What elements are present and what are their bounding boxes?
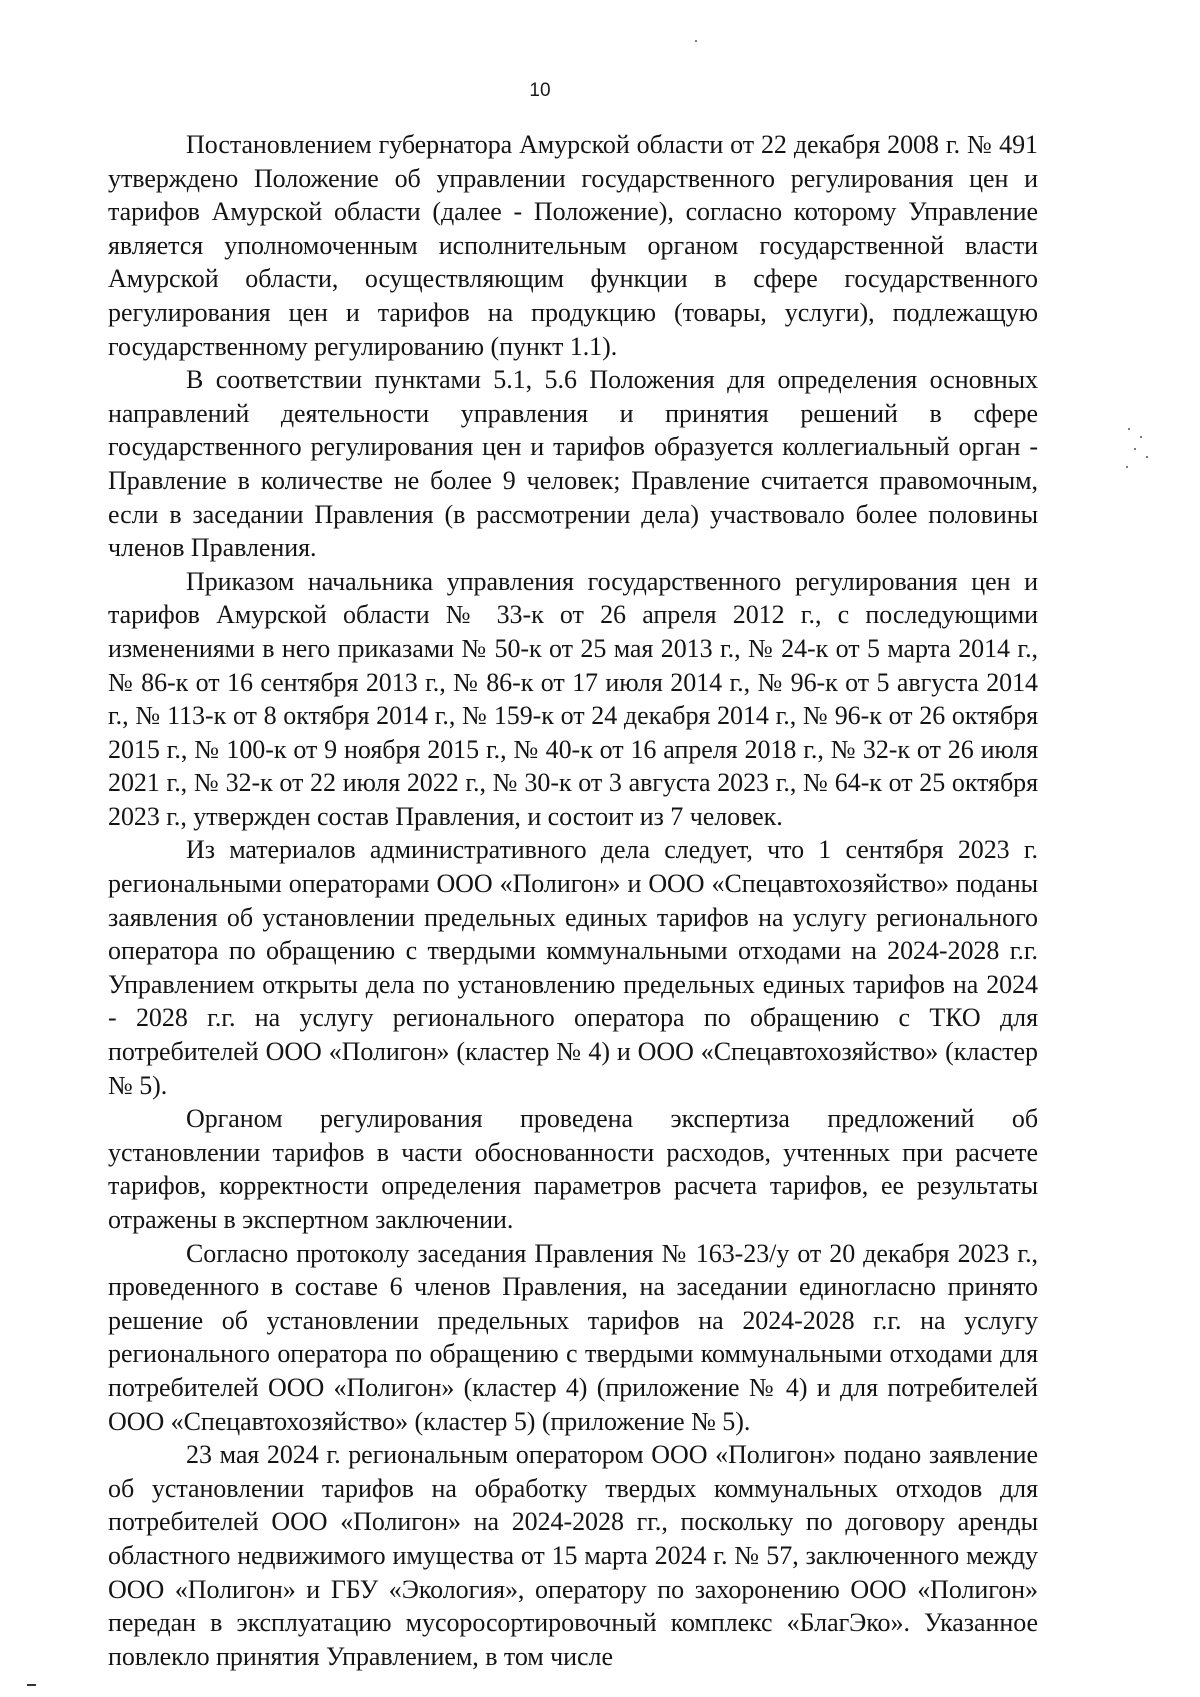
scan-speck	[1146, 456, 1148, 458]
paragraph-board-composition-rules: В соответствии пунктами 5.1, 5.6 Положения для определения основных направлений деятельности управления и принятия решений в сфере государственного регулирования цен и тарифов образуется коллегиальный орган - Правление в количестве не более 9 человек; Правление считается правомочным, если в заседании Правления (в рассмотрении дела) участвовало более половины членов Правления.	[108, 365, 1038, 563]
paragraph-board-order: Приказом начальника управления государственного регулирования цен и тарифов Амурской области № 33-к от 26 апреля 2012 г., с последующими изменениями в него приказами № 50-к от 25 мая 2013 г., № 24-к от 5 марта 2014 г., № 86-к от 16 сентября 2013 г., № 86-к от 17 июля 2014 г., № 96-к от 5 августа 2014 г., № 113-к от 8 октября 2014 г., № 159-к от 24 декабря 2014 г., № 96-к от 26 октября 2015 г., № 100-к от 9 ноября 2015 г., № 40-к от 16 апреля 2018 г., № 32-к от 26 июля 2021 г., № 32-к от 22 июля 2022 г., № 30-к от 3 августа 2023 г., № 64-к от 25 октября 2023 г., утвержден состав Правления, и состоит из 7 человек.	[108, 566, 1038, 831]
page-number: 10	[529, 80, 551, 101]
scan-speck	[1126, 466, 1128, 468]
paragraph-regulation-approval: Постановлением губернатора Амурской области от 22 декабря 2008 г. № 491 утверждено Положение об управлении государственного регулирования цен и тарифов Амурской области (далее - Положение), согласно которому Управление является уполномоченным исполнительным органом государственной власти Амурской области, осуществляющим функции в сфере государственного регулирования цен и тарифов на продукцию (товары, услуги), подлежащую государственному регулированию (пункт 1.1).	[108, 130, 1038, 361]
document-body	[108, 128, 1038, 1673]
scan-speck	[1134, 448, 1136, 450]
scan-speck	[695, 40, 697, 42]
paragraph-expertise: Органом регулирования проведена экспертиза предложений об установлении тарифов в части обоснованности расходов, учтенных при расчете тарифов, корректности определения параметров расчета тарифов, ее результаты отражены в экспертном заключении.	[108, 1104, 1038, 1234]
paragraph-new-application: 23 мая 2024 г. региональным оператором ООО «Полигон» подано заявление об установлении тарифов на обработку твердых коммунальных отходов для потребителей ООО «Полигон» на 2024-2028 гг., поскольку по договору аренды областного недвижимого имущества от 15 марта 2024 г. № 57, заключенного между ООО «Полигон» и ГБУ «Экология», оператору по захоронению ООО «Полигон» передан в эксплуатацию мусоросортировочный комплекс «БлагЭко». Указанное повлекло принятия Управлением, в том числе	[108, 1440, 1038, 1671]
paragraph-case-materials: Из материалов административного дела следует, что 1 сентября 2023 г. региональными операторами ООО «Полигон» и ООО «Спецавтохозяйство» поданы заявления об установлении предельных единых тарифов на услугу регионального оператора по обращению с твердыми коммунальными отходами на 2024-2028 г.г. Управлением открыты дела по установлению предельных единых тарифов на 2024 - 2028 г.г. на услугу регионального оператора по обращению с ТКО для потребителей ООО «Полигон» (кластер № 4) и ООО «Спецавтохозяйство» (кластер № 5).	[108, 835, 1038, 1100]
scan-mark	[27, 1684, 36, 1686]
scan-speck	[1140, 436, 1142, 438]
scan-speck	[1128, 428, 1130, 430]
paragraph-board-protocol: Согласно протоколу заседания Правления № 163-23/у от 20 декабря 2023 г., проведенного в составе 6 членов Правления, на заседании единогласно принято решение об установлении предельных тарифов на 2024-2028 г.г. на услугу регионального оператора по обращению с твердыми коммунальными отходами для потребителей ООО «Полигон» (кластер 4) (приложение № 4) и для потребителей ООО «Спецавтохозяйство» (кластер 5) (приложение № 5).	[108, 1238, 1038, 1436]
